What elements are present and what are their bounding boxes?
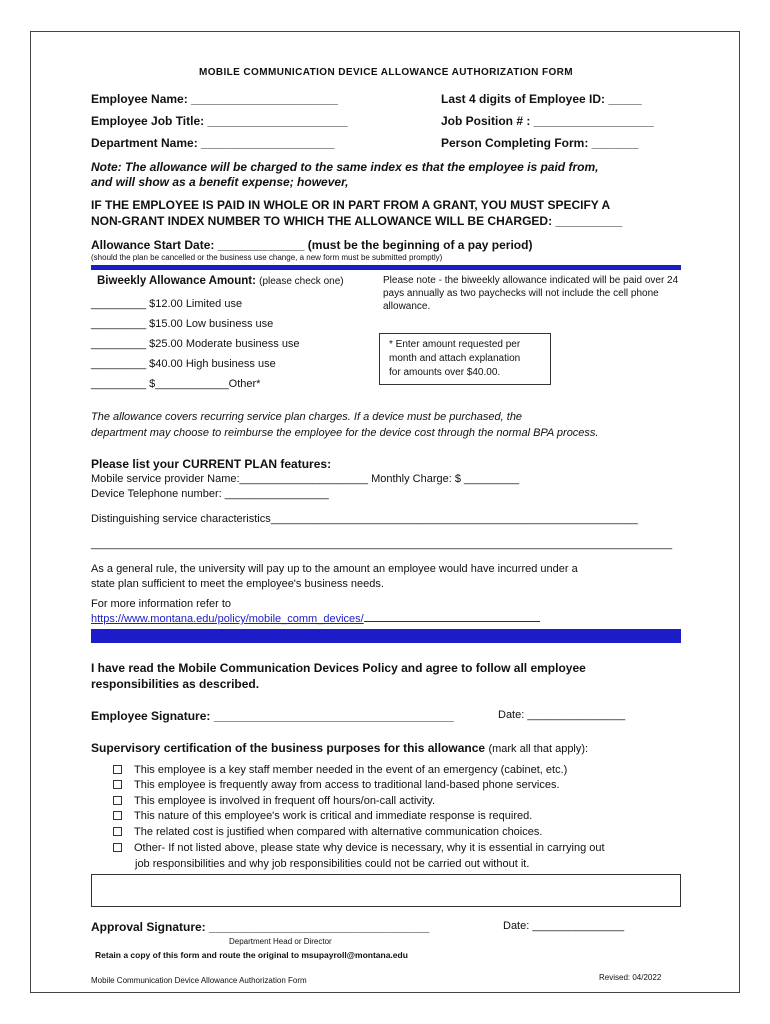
coverage-line-1: The allowance covers recurring service plan charges. If a device must be purchased, the	[91, 411, 523, 423]
biweekly-note-line-3: allowance.	[383, 301, 431, 312]
checkbox[interactable]	[113, 827, 122, 836]
amount-note-line-2: month and attach explanation	[389, 353, 521, 364]
retain-note: Retain a copy of this form and route the original to msupayroll@montana.edu	[95, 950, 408, 960]
employee-signature-field[interactable]: Employee Signature: ____________________________________	[91, 709, 454, 723]
section-divider-bar	[91, 265, 681, 270]
employee-id-field[interactable]: Last 4 digits of Employee ID: _____	[441, 92, 642, 106]
cert-item-cost-justified[interactable]: The related cost is justified when compared with alternative communication choices.	[113, 826, 542, 838]
biweekly-heading: Biweekly Allowance Amount: (please check one)	[97, 275, 344, 287]
grant-line-2[interactable]: NON-GRANT INDEX NUMBER TO WHICH THE ALLOWANCE WILL BE CHARGED: __________	[91, 214, 623, 228]
policy-link-underline	[364, 612, 540, 622]
more-info-text: For more information refer to	[91, 598, 231, 610]
cert-item-other[interactable]: Other- If not listed above, please state why device is necessary, why it is essential in carrying out	[113, 842, 605, 854]
checkbox[interactable]	[113, 811, 122, 820]
allowance-option-other[interactable]: _________ $____________Other*	[91, 378, 261, 390]
checkbox[interactable]	[113, 780, 122, 789]
person-completing-field[interactable]: Person Completing Form: _______	[441, 136, 639, 150]
general-rule-line-1: As a general rule, the university will pay up to the amount an employee would have incurred under a	[91, 563, 578, 575]
note-line-1: Note: The allowance will be charged to the same index es that the employee is paid from,	[91, 160, 599, 174]
cert-item-critical-work[interactable]: This nature of this employee's work is critical and immediate response is required.	[113, 810, 532, 822]
agreement-line-1: I have read the Mobile Communication Devices Policy and agree to follow all employee	[91, 661, 586, 675]
note-line-2: and will show as a benefit expense; however,	[91, 175, 349, 189]
employee-date-field[interactable]: Date: ________________	[498, 709, 626, 721]
cert-item-other-continued: job responsibilities and why job responsibilities could not be carried out without it.	[135, 858, 530, 870]
checkbox[interactable]	[113, 843, 122, 852]
grant-line-1: IF THE EMPLOYEE IS PAID IN WHOLE OR IN PART FROM A GRANT, YOU MUST SPECIFY A	[91, 198, 611, 212]
cert-item-on-call[interactable]: This employee is involved in frequent off hours/on-call activity.	[113, 795, 435, 807]
agreement-line-2: responsibilities as described.	[91, 677, 260, 691]
amount-note-line-1: * Enter amount requested per	[389, 339, 521, 350]
allowance-option-40[interactable]: _________ $40.00 High business use	[91, 358, 276, 370]
current-plan-heading: Please list your CURRENT PLAN features:	[91, 457, 332, 471]
department-head-label: Department Head or Director	[229, 937, 332, 946]
general-rule-line-2: state plan sufficient to meet the employee's business needs.	[91, 578, 384, 590]
form-page	[30, 31, 740, 993]
amount-note-box	[379, 333, 551, 385]
cert-item-land-phone[interactable]: This employee is frequently away from access to traditional land-based phone services.	[113, 779, 560, 791]
start-date-note: (should the plan be cancelled or the business use change, a new form must be submitted promptly)	[91, 253, 443, 262]
approval-date-field[interactable]: Date: _______________	[503, 920, 625, 932]
department-name-field[interactable]: Department Name: ____________________	[91, 136, 335, 150]
form-title: MOBILE COMMUNICATION DEVICE ALLOWANCE AUTHORIZATION FORM	[198, 67, 574, 78]
job-position-field[interactable]: Job Position # : __________________	[441, 114, 654, 128]
distinguishing-field[interactable]: Distinguishing service characteristics____________________________________________________________	[91, 513, 638, 525]
biweekly-note-line-1: Please note - the biweekly allowance indicated will be paid over 24	[383, 275, 679, 286]
footer-revised-date: Revised: 04/2022	[599, 973, 662, 982]
checkbox[interactable]	[113, 765, 122, 774]
amount-note-line-3: for amounts over $40.00.	[389, 367, 501, 378]
policy-link-text[interactable]: https://www.montana.edu/policy/mobile_comm_devices/	[91, 613, 364, 625]
section-divider-bar-2	[91, 629, 681, 643]
biweekly-note-line-2: pays annually as two paychecks will not include the cell phone	[383, 288, 659, 299]
allowance-option-15[interactable]: _________ $15.00 Low business use	[91, 318, 274, 330]
supervisory-heading: Supervisory certification of the business purposes for this allowance (mark all that apply):	[91, 741, 589, 755]
distinguishing-blank-line[interactable]: _______________________________________________________________________________________________	[91, 538, 673, 550]
employee-name-field[interactable]: Employee Name: ______________________	[91, 92, 338, 106]
allowance-option-25[interactable]: _________ $25.00 Moderate business use	[91, 338, 300, 350]
cert-item-emergency[interactable]: This employee is a key staff member needed in the event of an emergency (cabinet, etc.)	[113, 764, 567, 776]
allowance-start-date-field[interactable]: Allowance Start Date: _____________ (must be the beginning of a pay period)	[91, 238, 533, 252]
allowance-option-12[interactable]: _________ $12.00 Limited use	[91, 298, 243, 310]
policy-link[interactable]	[91, 612, 540, 625]
coverage-line-2: department may choose to reimburse the employee for the device cost through the normal BPA process.	[91, 427, 599, 439]
other-explanation-box[interactable]	[91, 874, 681, 907]
device-telephone-field[interactable]: Device Telephone number: _________________	[91, 488, 329, 500]
provider-name-field[interactable]: Mobile service provider Name:_____________________ Monthly Charge: $ _________	[91, 473, 520, 485]
approval-signature-field[interactable]: Approval Signature: _________________________________	[91, 920, 430, 934]
job-title-field[interactable]: Employee Job Title: _____________________	[91, 114, 348, 128]
checkbox[interactable]	[113, 796, 122, 805]
footer-form-name: Mobile Communication Device Allowance Authorization Form	[91, 976, 307, 985]
